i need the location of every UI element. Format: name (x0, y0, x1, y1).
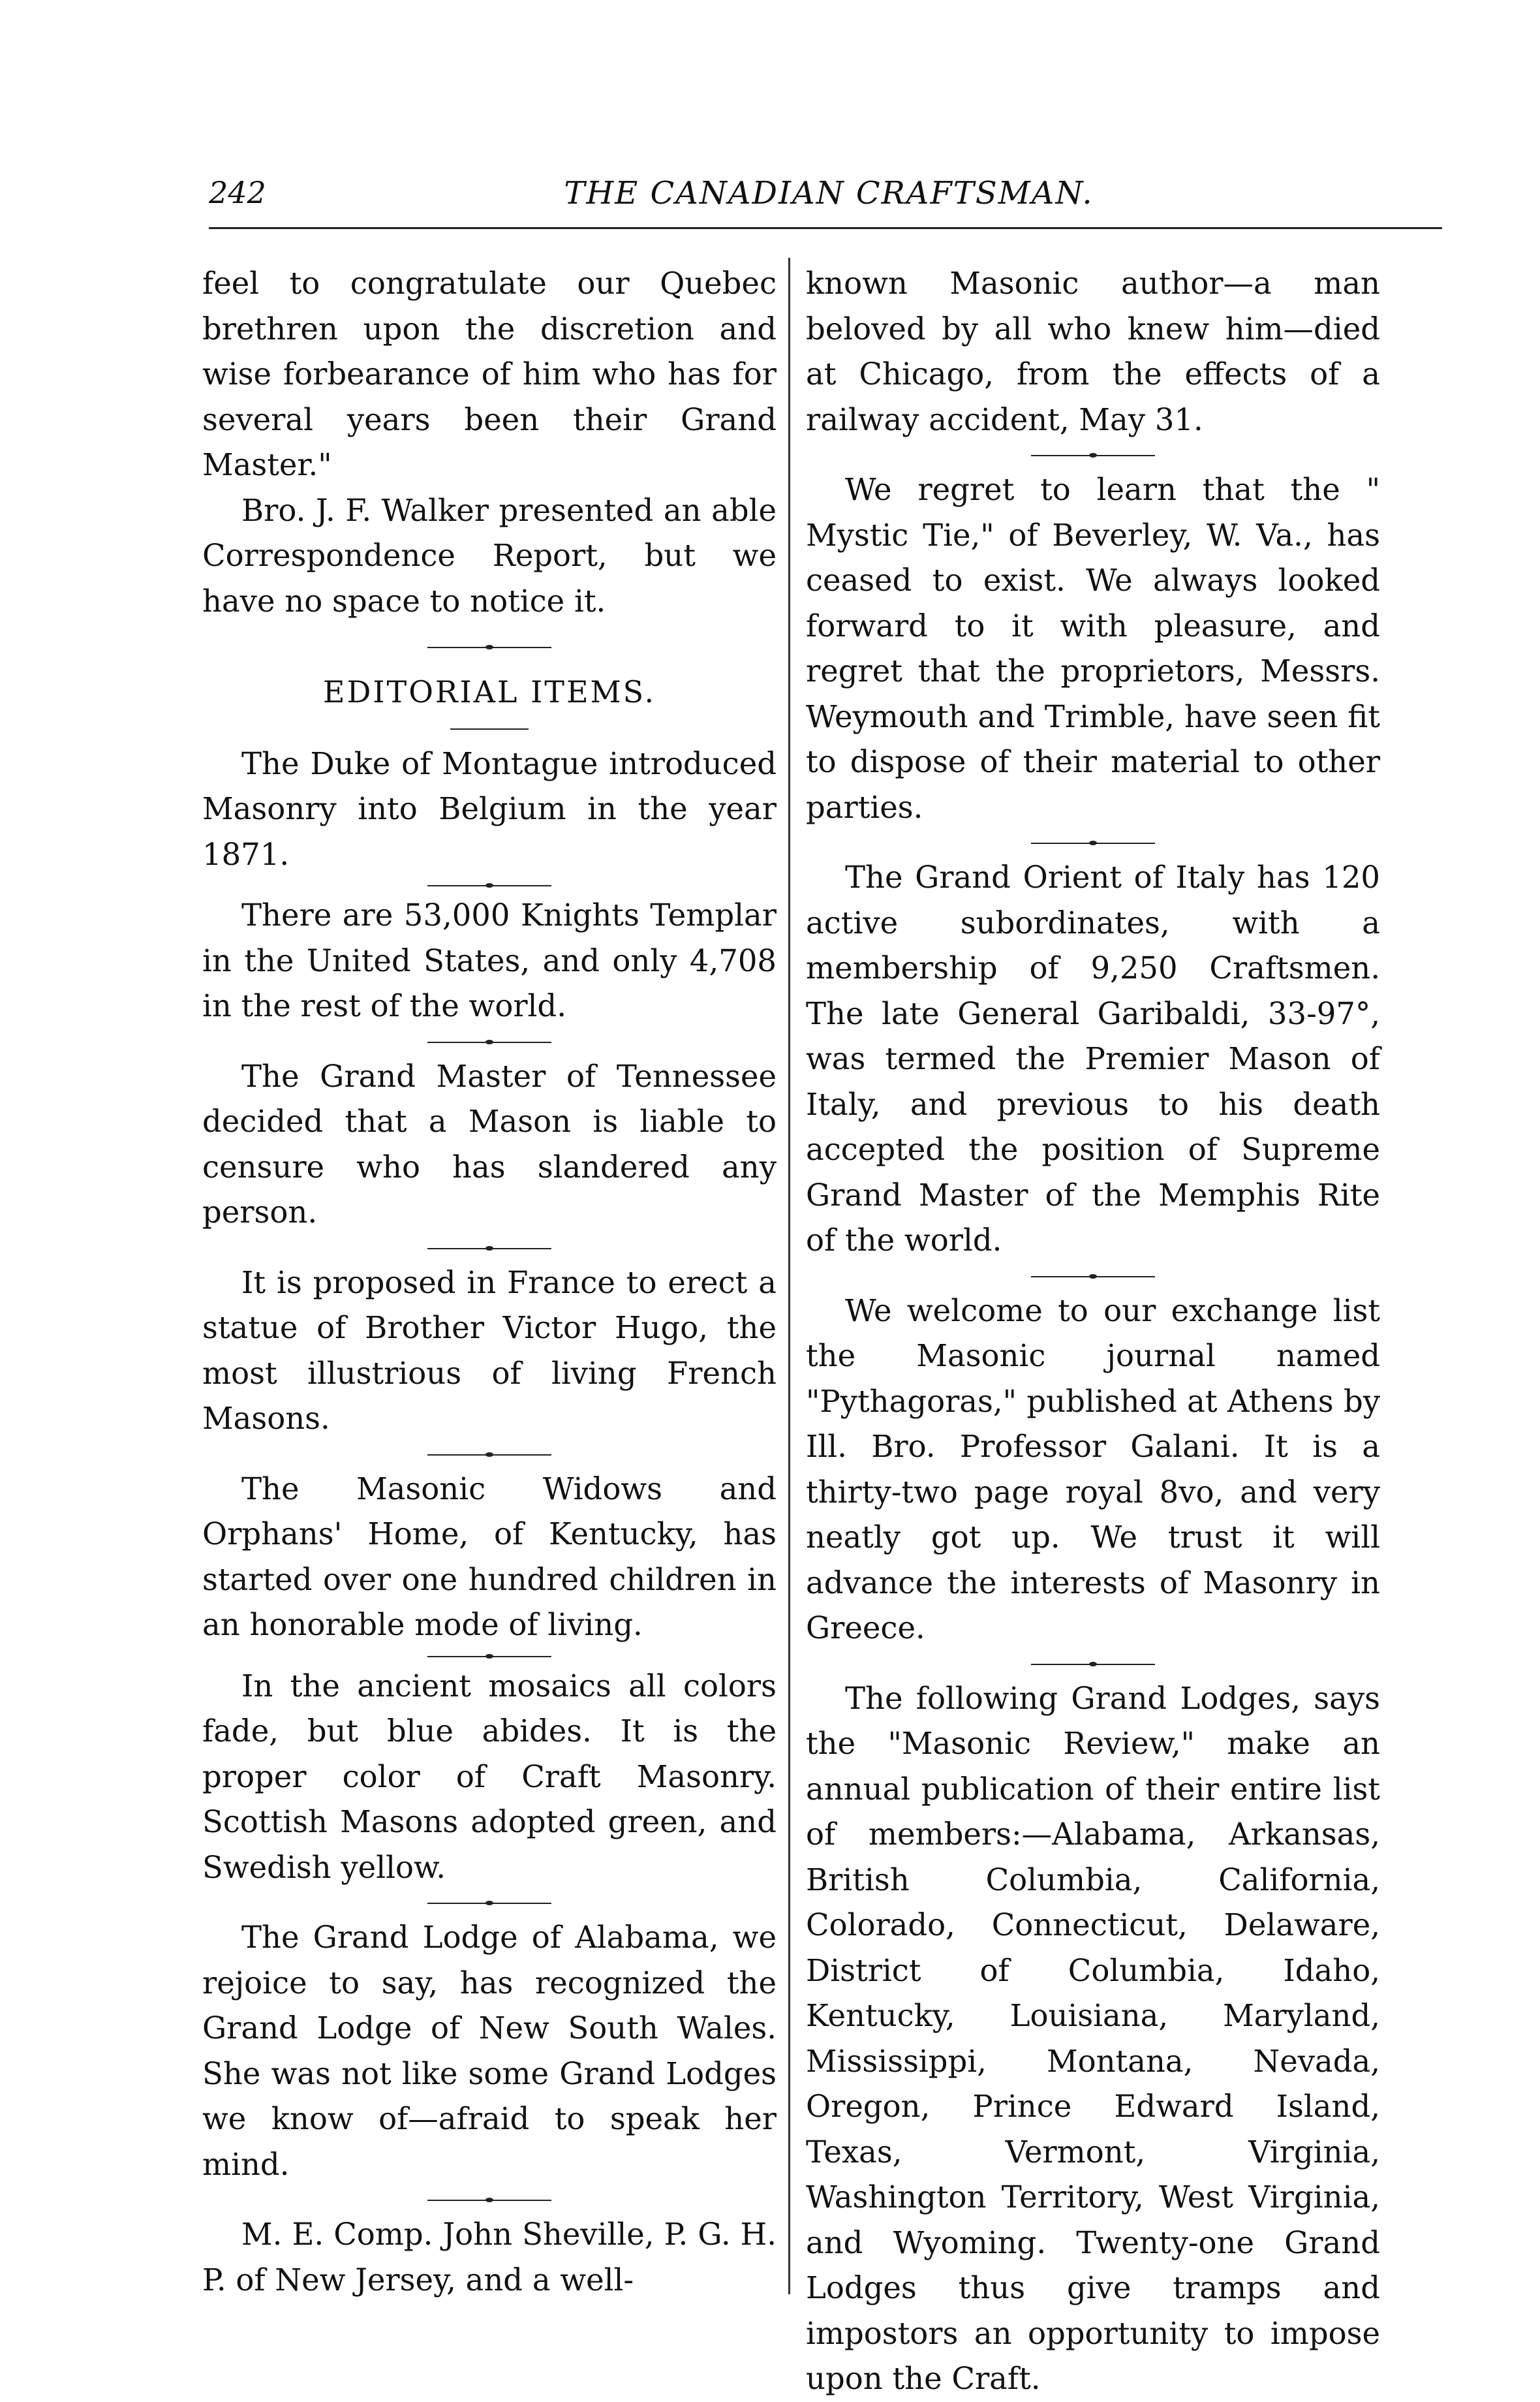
left-column (202, 261, 777, 2303)
paragraph-walker: Bro. J. F. Walker presented an able Correspondence Report, but we have no space to notice it. (202, 492, 777, 619)
item-kentucky-home: The Masonic Widows and Orphans' Home, of Kentucky, has started over one hundred children in an honorable mode of living. (202, 1471, 777, 1642)
item-sheville: M. E. Comp. John Sheville, P. G. H. P. of New Jersey, and a well- (202, 2217, 777, 2298)
item-separator (202, 1442, 777, 1467)
item-separator (202, 877, 777, 893)
running-title: THE CANADIAN CRAFTSMAN. (564, 175, 1094, 211)
item-separator (202, 1236, 777, 1260)
item-grand-orient-italy: The Grand Orient of Italy has 120 active subordinates, with a membership of 9,250 Craftsmen. The late General Garibaldi, 33-97°, was termed the Premier Mason of Italy, and previous to his death accepted the position of Supreme Grand Master of the Memphis Rite of the world. (806, 860, 1380, 1258)
item-mystic-tie: We regret to learn that the " Mystic Tie," of Beverley, W. Va., has ceased to exist. We always looked forward to it with pleasure, and regret that the proprietors, Messrs. Weymouth and Trimble, have seen fit to dispose of their material to other parties. (806, 472, 1380, 825)
right-column (806, 261, 1380, 2402)
section-heading: EDITORIAL ITEMS. (322, 674, 656, 710)
page-number: 242 (209, 175, 266, 210)
page-header (209, 175, 1449, 214)
item-grand-lodges-list: The following Grand Lodges, says the "Masonic Review," make an annual publication of their entire list of members:—Alabama, Arkansas, British Columbia, California, Colorado, Connecticut, Delaware, District of Columbia, Idaho, Kentucky, Louisiana, Maryland, Mississippi, Montana, Nevada, Oregon, Prince Edward Island, Texas, Vermont, Virginia, Washington Territory, West Virginia, and Wyoming. Twenty-one Grand Lodges thus give tramps and impostors an opportunity to impose upon the Craft. (806, 1680, 1380, 2396)
heading-rule (202, 715, 777, 741)
item-sheville-continued: known Masonic author—a man beloved by all who knew him—died at Chicago, from the effects of a railway accident, May 31. (806, 266, 1380, 437)
paragraph-continued: feel to congratulate our Quebec brethren upon the discretion and wise forbearance of him who has for several years been their Grand Master." (202, 266, 777, 482)
header-rule (209, 227, 1442, 229)
ornament-separator (202, 624, 777, 670)
item-separator (806, 1264, 1380, 1288)
item-separator (202, 1890, 777, 1915)
item-separator (806, 443, 1380, 467)
item-separator (202, 2187, 777, 2212)
item-tennessee: The Grand Master of Tennessee decided that a Mason is liable to censure who has slandered any person. (202, 1058, 777, 1230)
column-divider (788, 258, 790, 2294)
item-separator (202, 1648, 777, 1664)
item-alabama: The Grand Lodge of Alabama, we rejoice to say, has recognized the Grand Lodge of New South Wales. She was not like some Grand Lodges we know of—afraid to speak her mind. (202, 1920, 777, 2182)
item-separator (806, 1651, 1380, 1676)
item-separator (806, 830, 1380, 855)
item-separator (202, 1029, 777, 1054)
item-knights-templar: There are 53,000 Knights Templar in the United States, and only 4,708 in the rest of the world. (202, 897, 777, 1023)
item-pythagoras: We welcome to our exchange list the Masonic journal named "Pythagoras," published at Athens by Ill. Bro. Professor Galani. It is a thirty-two page royal 8vo, and very neatly got up. We trust it will advance the interests of Masonry in Greece. (806, 1292, 1380, 1646)
item-victor-hugo: It is proposed in France to erect a statue of Brother Victor Hugo, the most illustrious of living French Masons. (202, 1264, 777, 1436)
item-montague: The Duke of Montague introduced Masonry into Belgium in the year 1871. (202, 745, 777, 872)
item-mosaics: In the ancient mosaics all colors fade, but blue abides. It is the proper color of Craft Masonry. Scottish Masons adopted green, and Swedish yellow. (202, 1668, 777, 1885)
